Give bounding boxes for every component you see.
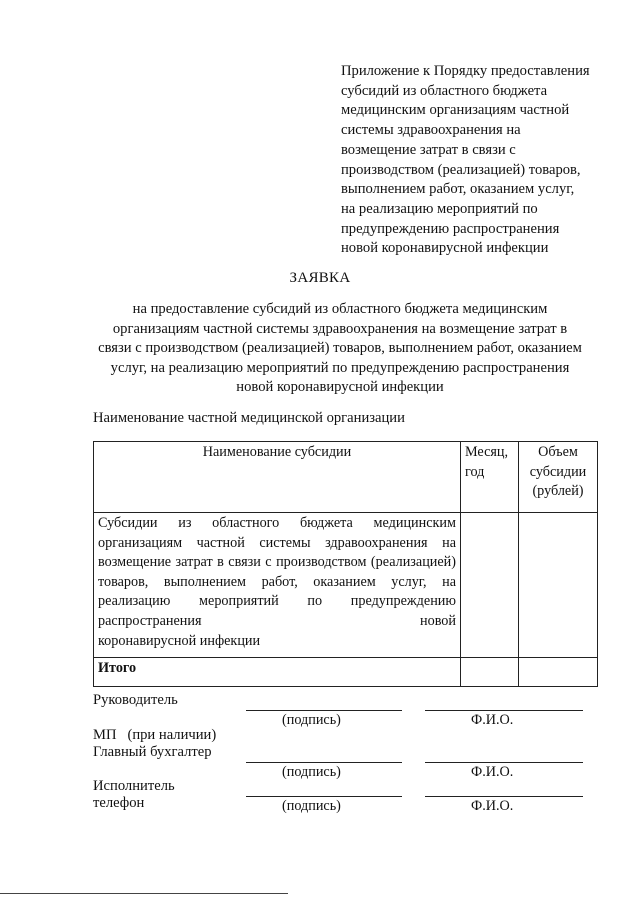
head-label: Руководитель	[93, 692, 178, 708]
header-subsidy-name: Наименование субсидии	[94, 442, 461, 513]
subsidy-table	[93, 441, 598, 687]
organization-name-label: Наименование частной медицинской организации	[93, 410, 405, 426]
executor-sign-caption: (подпись)	[282, 798, 341, 814]
subsidy-description-end: коронавирусной инфекции	[98, 632, 261, 649]
footnote-divider	[0, 893, 288, 894]
appendix-line: возмещение затрат в связи с	[341, 141, 516, 158]
appendix-line: производством (реализацией) товаров,	[341, 161, 581, 178]
subtitle-line: услуг, на реализацию мероприятий по предупреждению распространения	[110, 359, 570, 376]
executor-label: Исполнитель	[93, 778, 175, 794]
appendix-line: предупреждению распространения	[341, 220, 560, 237]
subtitle-line: на предоставление субсидий из областного бюджета медицинским	[132, 301, 548, 317]
phone-label: телефон	[93, 795, 145, 811]
accountant-label: Главный бухгалтер	[93, 744, 212, 760]
head-name-caption: Ф.И.О.	[471, 712, 514, 728]
seal-label: МП (при наличии)	[93, 727, 217, 743]
appendix-line: медицинским организациям частной	[341, 102, 570, 119]
subtitle-line: новой коронавирусной инфекции	[236, 379, 444, 396]
appendix-line: на реализацию мероприятий по	[341, 200, 538, 217]
subsidy-description-word: новой	[420, 612, 456, 629]
header-subsidy-volume: Объем субсидии (рублей)	[519, 442, 598, 513]
subsidy-description	[98, 514, 456, 632]
subsidy-description-cell	[94, 513, 461, 658]
total-volume-cell[interactable]	[519, 658, 598, 687]
header-month-year: Месяц, год	[461, 442, 519, 513]
total-label: Итого	[94, 658, 461, 687]
appendix-line: Приложение к Порядку предоставления	[341, 63, 590, 79]
executor-name-caption: Ф.И.О.	[471, 798, 514, 814]
appendix-line: новой коронавирусной инфекции	[341, 240, 549, 257]
head-sign-caption: (подпись)	[282, 712, 341, 728]
accountant-name-line[interactable]	[425, 762, 583, 763]
subtitle-line: организациям частной системы здравоохранения на возмещение затрат в	[112, 320, 568, 337]
accountant-sign-line[interactable]	[246, 762, 402, 763]
document-title: ЗАЯВКА	[289, 270, 351, 286]
table-total-row	[94, 658, 598, 687]
accountant-name-caption: Ф.И.О.	[471, 764, 514, 780]
table-header-row	[94, 442, 598, 513]
subsidy-description-main: Субсидии из областного бюджета медицинским организациям частной системы здравоохранения на возмещение затрат в связи с производством (реализацией) товаров, выполнением работ, оказанием услуг, на реализацию мероприятий по предупреждению распространения	[98, 515, 456, 629]
appendix-note	[341, 62, 621, 259]
appendix-line: субсидий из областного бюджета	[341, 82, 548, 99]
appendix-line: выполнением работ, оказанием услуг,	[341, 181, 575, 198]
executor-sign-line[interactable]	[246, 796, 402, 797]
table-row	[94, 513, 598, 658]
subsidy-volume-cell[interactable]	[519, 513, 598, 658]
document-subtitle	[70, 300, 610, 398]
subtitle-line: связи с производством (реализацией) товаров, выполнением работ, оказанием	[98, 340, 582, 357]
executor-name-line[interactable]	[425, 796, 583, 797]
appendix-line: системы здравоохранения на	[341, 122, 521, 139]
head-name-line[interactable]	[425, 710, 583, 711]
month-year-cell[interactable]	[461, 513, 519, 658]
total-month-cell[interactable]	[461, 658, 519, 687]
head-sign-line[interactable]	[246, 710, 402, 711]
accountant-sign-caption: (подпись)	[282, 764, 341, 780]
